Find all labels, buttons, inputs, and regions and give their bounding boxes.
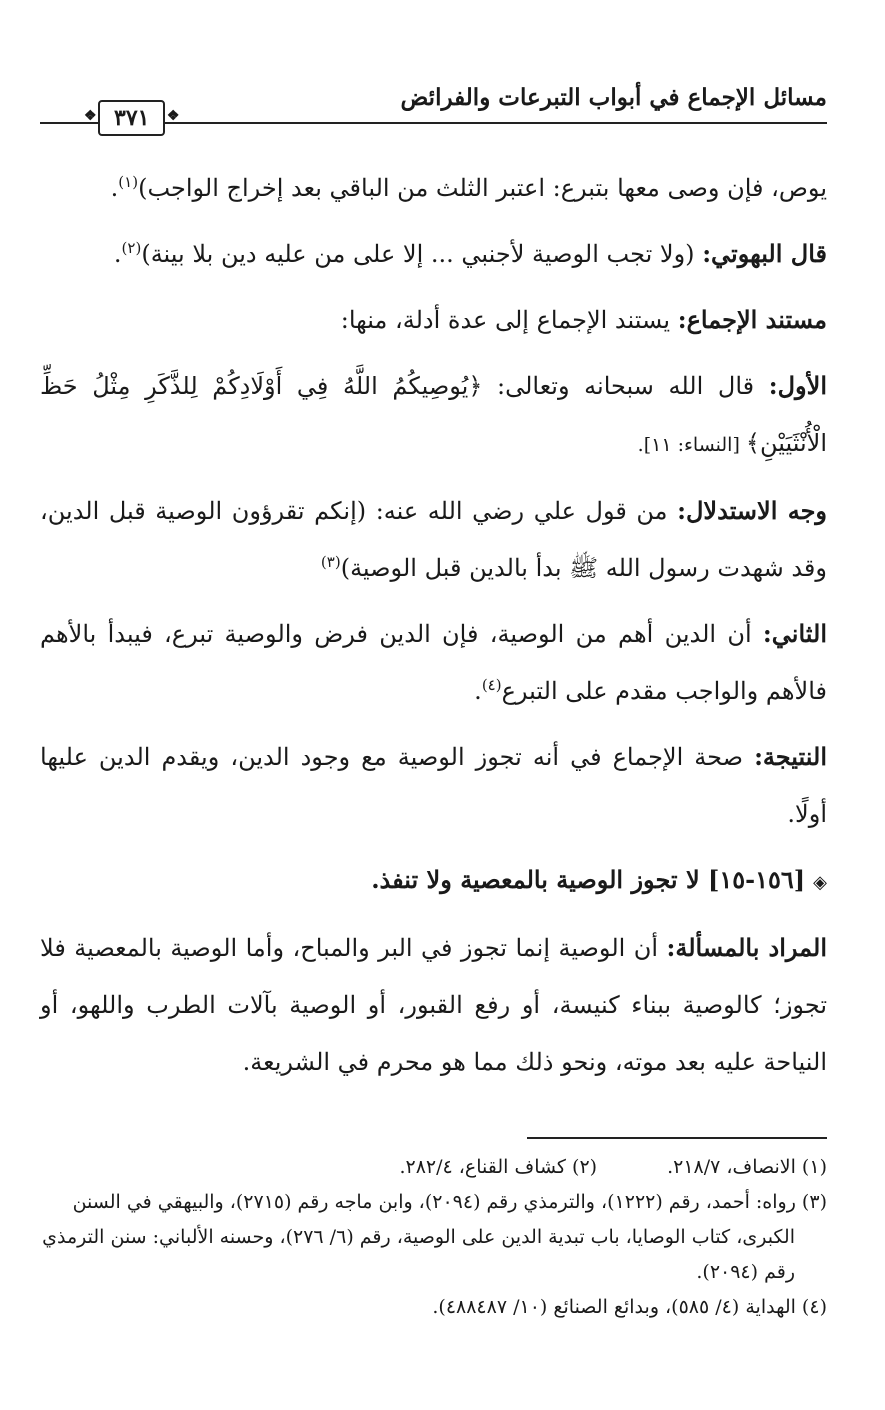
paragraph-text: من قول علي رضي الله عنه: (إنكم تقرؤون الوصية قبل الدين، وقد شهدت رسول الله ﷺ بدأ بالدين قبل الوصية) [40, 497, 827, 582]
paragraph-text: يوص، فإن وصى معها بتبرع: اعتبر الثلث من الباقي بعد إخراج الواجب) [138, 174, 827, 202]
footnote-marker: (٣) [320, 553, 341, 571]
paragraph-text: أن الدين أهم من الوصية، فإن الدين فرض والوصية تبرع، فيبدأ بالأهم فالأهم والواجب مقدم على التبرع [40, 620, 827, 705]
paragraph-lead: الثاني: [762, 619, 827, 648]
paragraph [40, 357, 827, 474]
footnote-marker: (٤) [481, 676, 502, 694]
paragraph-lead: مستند الإجماع: [677, 305, 827, 334]
paragraph-lead: قال البهوتي: [702, 239, 827, 268]
section-heading [40, 851, 827, 911]
footnote: (٣) رواه: أحمد، رقم (١٢٢٢)، والترمذي رقم (٢٠٩٤)، وابن ماجه رقم (٢٧١٥)، والبيهقي في السنن الكبرى، كتاب الوصايا، باب تبدية الدين على الوصية، رقم (٦/ ٢٧٦)، وحسنه الألباني: سنن الترمذي رقم (٢٠٩٤). [42, 1191, 827, 1283]
footnote: (١) الانصاف، ٢١٨/٧. [667, 1156, 827, 1178]
paragraph-text: قال الله سبحانه وتعالى: [482, 372, 769, 400]
paragraph-lead: الأول: [768, 371, 827, 400]
page-header [40, 78, 827, 131]
paragraph-text: (ولا تجب الوصية لأجنبي ... إلا على من عليه دين بلا بينة) [141, 240, 703, 268]
paragraph: قال البهوتي: (ولا تجب الوصية لأجنبي ... إلا على من عليه دين بلا بينة)$^{(٢)}$. [113, 239, 827, 268]
footnote-row [40, 1150, 827, 1185]
paragraph: الثاني: أن الدين أهم من الوصية، فإن الدين فرض والوصية تبرع، فيبدأ بالأهم فالأهم والواجب مقدم على التبرع$^{(٤)}$. [40, 619, 827, 705]
verse-reference: [النساء: ١١]. [637, 434, 746, 456]
paragraph: يوص، فإن وصى معها بتبرع: اعتبر الثلث من الباقي بعد إخراج الواجب)$^{(١)}$. [110, 173, 827, 202]
page-body [40, 160, 827, 1099]
page-number: ❖ ٣٧١ ❖ [98, 100, 165, 136]
paragraph-text: أن الوصية إنما تجوز في البر والمباح، وأما الوصية بالمعصية فلا تجوز؛ كالوصية ببناء كنيسة، أو رفع القبور، أو الوصية بآلات الطرب واللهو، أو النياحة عليه بعد موته، ونحو ذلك مما هو محرم في الشريعة. [40, 934, 827, 1076]
paragraph [40, 919, 827, 1091]
paragraph-text: صحة الإجماع في أنه تجوز الوصية مع وجود الدين، ويقدم الدين عليها أولًا. [40, 743, 827, 828]
paragraph-lead: النتيجة: [754, 742, 827, 771]
paragraph [40, 728, 827, 843]
diamond-icon: ◈ [813, 872, 827, 893]
footnote: (٢) كشاف القناع، ٢٨٢/٤. [399, 1156, 598, 1178]
footnote: (٤) الهداية (٤/ ٥٨٥)، وبدائع الصنائع (١٠/ ٤٨٨٤٨٧). [432, 1296, 827, 1318]
footnotes [40, 1150, 827, 1325]
quran-verse: ﴿يُوصِيكُمُ اللَّهُ فِي أَوْلَادِكُمْ لِلذَّكَرِ مِثْلُ حَظِّ الْأُنْثَيَيْنِ﴾ [40, 372, 827, 457]
footnote-rule [527, 1137, 827, 1139]
footnote-marker: (١) [118, 173, 139, 191]
paragraph-lead: وجه الاستدلال: [677, 496, 827, 525]
paragraph-text: يستند الإجماع إلى عدة أدلة، منها: [340, 306, 678, 334]
paragraph [40, 482, 827, 597]
running-title: مسائل الإجماع في أبواب التبرعات والفرائض [400, 84, 827, 111]
footnote-marker: (٢) [121, 239, 142, 257]
section-heading-text: [١٥٦-١٥] لا تجوز الوصية بالمعصية ولا تنفذ. [371, 865, 806, 894]
paragraph-lead: المراد بالمسألة: [666, 933, 828, 962]
paragraph [40, 291, 827, 349]
